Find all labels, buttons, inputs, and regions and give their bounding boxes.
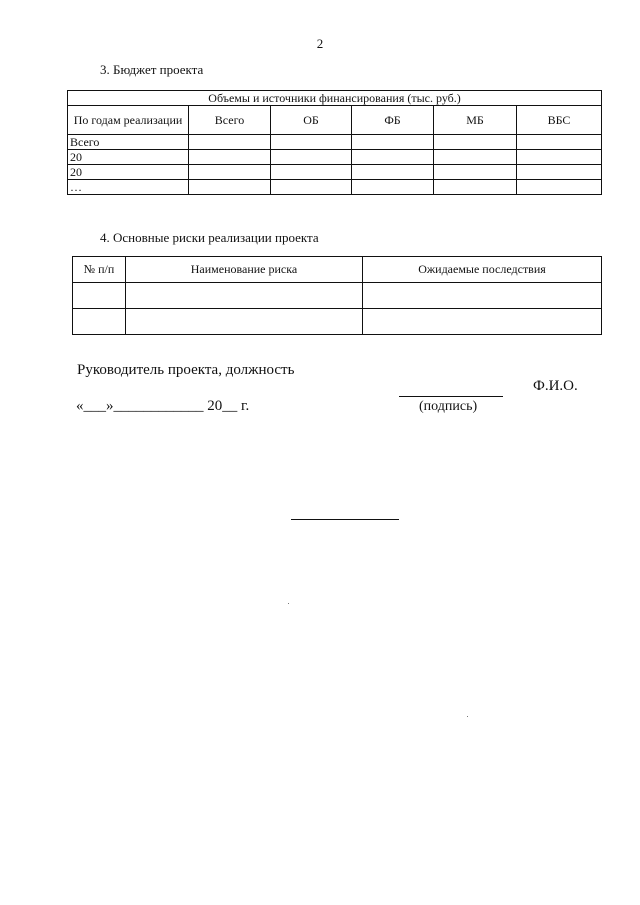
table-cell[interactable] xyxy=(434,150,517,165)
table-cell[interactable] xyxy=(352,150,434,165)
budget-col-years: По годам реализации xyxy=(68,106,189,135)
table-row xyxy=(68,165,602,180)
risks-col-consequences: Ожидаемые последствия xyxy=(363,257,602,283)
risks-table xyxy=(72,256,602,335)
table-cell[interactable] xyxy=(126,283,363,309)
date-line: «___»____________ 20__ г. xyxy=(76,398,250,414)
table-cell[interactable] xyxy=(517,135,602,150)
budget-col-vbs: ВБС xyxy=(517,106,602,135)
table-cell[interactable] xyxy=(189,165,271,180)
budget-col-fb: ФБ xyxy=(352,106,434,135)
table-cell[interactable] xyxy=(517,165,602,180)
budget-header-main: Объемы и источники финансирования (тыс. руб.) xyxy=(68,91,602,106)
table-row xyxy=(73,309,602,335)
table-row xyxy=(73,283,602,309)
table-cell[interactable] xyxy=(434,180,517,195)
budget-table xyxy=(67,90,602,195)
table-cell[interactable] xyxy=(73,309,126,335)
budget-col-mb: МБ xyxy=(434,106,517,135)
table-cell[interactable] xyxy=(352,165,434,180)
table-cell[interactable] xyxy=(352,135,434,150)
risks-section-title: 4. Основные риски реализации проекта xyxy=(100,230,319,245)
scan-speck xyxy=(288,603,289,604)
budget-col-ob: ОБ xyxy=(271,106,352,135)
table-cell[interactable] xyxy=(363,309,602,335)
table-cell[interactable] xyxy=(363,283,602,309)
table-cell[interactable] xyxy=(517,180,602,195)
table-cell[interactable] xyxy=(271,180,352,195)
budget-row-label: 20 xyxy=(68,165,189,180)
signature-caption: (подпись) xyxy=(419,399,478,414)
budget-row-label: 20 xyxy=(68,150,189,165)
signature-line[interactable] xyxy=(399,396,503,397)
budget-row-label: … xyxy=(68,180,189,195)
table-row xyxy=(68,150,602,165)
table-cell[interactable] xyxy=(517,150,602,165)
page-number: 2 xyxy=(316,36,324,51)
table-cell[interactable] xyxy=(189,150,271,165)
table-cell[interactable] xyxy=(352,180,434,195)
manager-label: Руководитель проекта, должность xyxy=(77,362,295,378)
risks-col-number: № п/п xyxy=(73,257,126,283)
table-cell[interactable] xyxy=(271,150,352,165)
table-cell[interactable] xyxy=(434,165,517,180)
scan-speck xyxy=(467,716,468,717)
table-cell[interactable] xyxy=(189,180,271,195)
table-cell[interactable] xyxy=(434,135,517,150)
budget-col-total: Всего xyxy=(189,106,271,135)
fio-label: Ф.И.О. xyxy=(533,378,578,394)
risks-col-name: Наименование риска xyxy=(126,257,363,283)
budget-row-label: Всего xyxy=(68,135,189,150)
budget-section-title: 3. Бюджет проекта xyxy=(100,62,204,77)
end-divider xyxy=(291,519,399,520)
table-cell[interactable] xyxy=(189,135,271,150)
table-cell[interactable] xyxy=(271,135,352,150)
table-cell[interactable] xyxy=(126,309,363,335)
table-row xyxy=(68,180,602,195)
table-cell[interactable] xyxy=(73,283,126,309)
table-row xyxy=(68,135,602,150)
table-cell[interactable] xyxy=(271,165,352,180)
